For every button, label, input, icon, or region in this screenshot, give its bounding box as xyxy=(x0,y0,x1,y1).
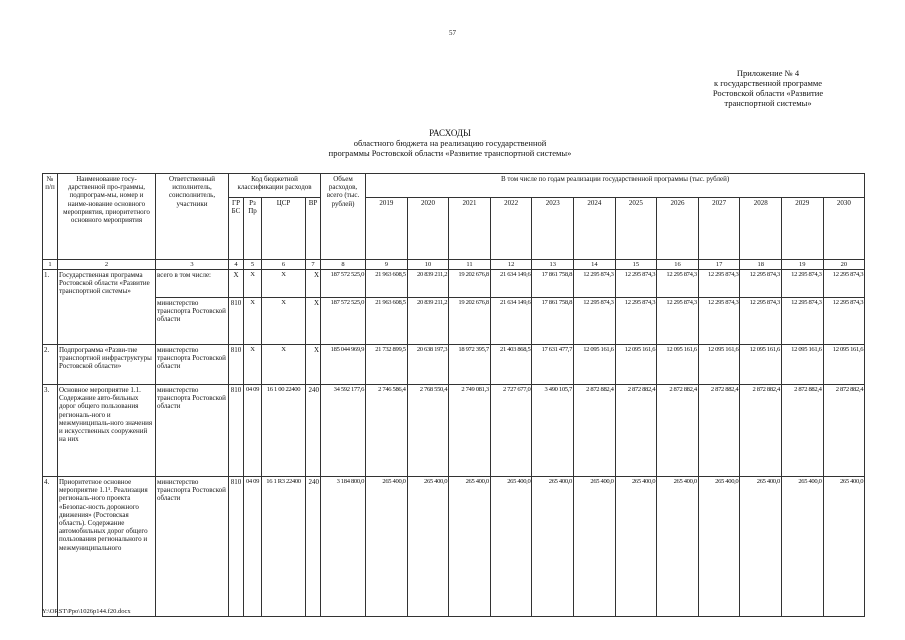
row-year-value: 12 095 161,6 xyxy=(823,345,865,385)
row-year-value: 265 400,0 xyxy=(657,477,699,617)
row-year-value: 12 295 874,3 xyxy=(574,270,616,298)
header-vr: ВР xyxy=(306,198,321,260)
title-line: областного бюджета на реализацию государственной xyxy=(353,138,547,148)
row-year-value: 2 746 586,4 xyxy=(366,385,408,477)
column-number: 20 xyxy=(823,260,865,270)
row-executor: министерство транспорта Ростовской области xyxy=(156,345,229,385)
row-year-value: 3 490 105,7 xyxy=(532,385,574,477)
table-row xyxy=(43,477,865,617)
row-vr: 240 xyxy=(306,477,321,617)
header-name: Наименование госу-дарственной про-граммы, подпрограм-мы, номер и наиме-нование основного мероприятия, приоритетного основного мероприятия xyxy=(58,174,156,260)
row-year-value: 2 727 677,0 xyxy=(490,385,532,477)
row-year-value: 12 295 874,3 xyxy=(657,270,699,298)
column-number: 10 xyxy=(407,260,449,270)
header-year-2023: 2023 xyxy=(532,198,574,260)
row-year-value: 265 400,0 xyxy=(490,477,532,617)
header-years-group: В том числе по годам реализации государственной программы (тыс. рублей) xyxy=(366,174,865,198)
appendix-line: Приложение № 4 xyxy=(736,68,800,78)
row-total: 187 572 525,0 xyxy=(321,298,366,345)
row-number: 2. xyxy=(43,345,58,385)
row-year-value: 265 400,0 xyxy=(407,477,449,617)
row-year-value: 20 839 211,2 xyxy=(407,270,449,298)
row-year-value: 2 872 882,4 xyxy=(574,385,616,477)
appendix-line: Ростовской области «Развитие xyxy=(712,88,824,98)
row-name: Приоритетное основное мероприятие 1.1¹. Реализация региональ-ного проекта «Безопас-ность дорожного движения» (Ростовская область). Содержание автомобильных дорог общего пользования регионального и межмуниципального xyxy=(58,477,156,617)
row-csr: Х xyxy=(262,270,306,298)
row-total: 34 592 177,6 xyxy=(321,385,366,477)
table-row xyxy=(43,298,865,345)
row-year-value: 265 400,0 xyxy=(574,477,616,617)
row-csr: 16 1 00 22400 xyxy=(262,385,306,477)
row-year-value: 2 749 081,3 xyxy=(449,385,491,477)
appendix-line: транспортной системы» xyxy=(724,98,812,108)
row-year-value: 12 095 161,6 xyxy=(740,345,782,385)
header-year-2021: 2021 xyxy=(449,198,491,260)
row-vr: Х xyxy=(306,298,321,345)
row-vr: Х xyxy=(306,270,321,298)
row-grbs: 810 xyxy=(229,345,244,385)
column-number: 15 xyxy=(615,260,657,270)
row-year-value: 265 400,0 xyxy=(740,477,782,617)
header-csr: ЦСР xyxy=(262,198,306,260)
row-vr: 240 xyxy=(306,385,321,477)
row-year-value: 12 295 874,3 xyxy=(823,270,865,298)
row-year-value: 2 872 882,4 xyxy=(781,385,823,477)
table-row xyxy=(43,345,865,385)
table-row xyxy=(43,385,865,477)
header-executor: Ответственный исполнитель, соисполнитель, участники xyxy=(156,174,229,260)
row-year-value: 21 963 608,5 xyxy=(366,270,408,298)
appendix-line: к государственной программе xyxy=(713,78,823,88)
row-year-value: 2 872 882,4 xyxy=(615,385,657,477)
row-year-value: 20 638 197,3 xyxy=(407,345,449,385)
row-year-value: 265 400,0 xyxy=(366,477,408,617)
column-number: 14 xyxy=(574,260,616,270)
header-year-2030: 2030 xyxy=(823,198,865,260)
row-year-value: 12 295 874,3 xyxy=(740,270,782,298)
row-year-value: 12 295 874,3 xyxy=(823,298,865,345)
row-year-value: 18 972 395,7 xyxy=(449,345,491,385)
row-year-value: 12 295 874,3 xyxy=(615,270,657,298)
row-year-value: 21 963 608,5 xyxy=(366,298,408,345)
column-number: 2 xyxy=(58,260,156,270)
row-year-value: 21 732 899,5 xyxy=(366,345,408,385)
row-year-value: 265 400,0 xyxy=(532,477,574,617)
header-year-2029: 2029 xyxy=(781,198,823,260)
header-num: № п/п xyxy=(43,174,58,260)
column-number: 18 xyxy=(740,260,782,270)
column-number: 7 xyxy=(306,260,321,270)
table-row xyxy=(43,270,865,298)
row-total: 185 044 969,9 xyxy=(321,345,366,385)
row-rzpr: 04 09 xyxy=(244,385,262,477)
row-year-value: 12 295 874,3 xyxy=(781,270,823,298)
row-year-value: 12 095 161,6 xyxy=(657,345,699,385)
row-csr: 16 1 R3 22400 xyxy=(262,477,306,617)
row-name: Подпрограмма «Разви-тие транспортной инфраструктуры Ростовской области» xyxy=(58,345,156,385)
column-number: 11 xyxy=(449,260,491,270)
column-number: 5 xyxy=(244,260,262,270)
row-year-value: 12 095 161,6 xyxy=(615,345,657,385)
row-year-value: 17 861 758,8 xyxy=(532,270,574,298)
expenses-table xyxy=(42,173,865,617)
title-main: РАСХОДЫ xyxy=(429,128,471,138)
row-rzpr: Х xyxy=(244,345,262,385)
page-number: 57 xyxy=(449,29,456,37)
row-executor: министерство транспорта Ростовской области xyxy=(156,477,229,617)
header-year-2024: 2024 xyxy=(574,198,616,260)
row-year-value: 265 400,0 xyxy=(698,477,740,617)
row-year-value: 2 872 882,4 xyxy=(823,385,865,477)
row-rzpr: Х xyxy=(244,298,262,345)
row-year-value: 19 202 676,8 xyxy=(449,270,491,298)
row-year-value: 21 403 868,5 xyxy=(490,345,532,385)
column-number: 19 xyxy=(781,260,823,270)
header-year-2027: 2027 xyxy=(698,198,740,260)
row-year-value: 12 295 874,3 xyxy=(615,298,657,345)
row-number: 1. xyxy=(43,270,58,345)
row-year-value: 21 634 149,6 xyxy=(490,270,532,298)
column-number: 4 xyxy=(229,260,244,270)
row-year-value: 20 839 211,2 xyxy=(407,298,449,345)
row-total: 187 572 525,0 xyxy=(321,270,366,298)
header-year-2020: 2020 xyxy=(407,198,449,260)
column-number: 8 xyxy=(321,260,366,270)
header-grbs: ГР БС xyxy=(229,198,244,260)
row-year-value: 12 295 874,3 xyxy=(657,298,699,345)
file-path-footer: Y:\ORST\Ppo\1026p144.f20.docx xyxy=(42,608,131,615)
column-number: 16 xyxy=(657,260,699,270)
row-year-value: 12 295 874,3 xyxy=(698,298,740,345)
row-csr: Х xyxy=(262,298,306,345)
row-total: 3 184 800,0 xyxy=(321,477,366,617)
row-year-value: 2 872 882,4 xyxy=(740,385,782,477)
row-year-value: 12 295 874,3 xyxy=(740,298,782,345)
row-year-value: 265 400,0 xyxy=(615,477,657,617)
row-year-value: 17 631 477,7 xyxy=(532,345,574,385)
row-year-value: 12 295 874,3 xyxy=(698,270,740,298)
header-year-2022: 2022 xyxy=(490,198,532,260)
row-year-value: 265 400,0 xyxy=(781,477,823,617)
row-grbs: Х xyxy=(229,270,244,298)
row-name: Основное мероприятие 1.1. Содержание авто-бильных дорог общего пользования региональ-ного и межмуниципаль-ного значения и искусственных сооружений на них xyxy=(58,385,156,477)
row-year-value: 2 768 550,4 xyxy=(407,385,449,477)
row-number: 3. xyxy=(43,385,58,477)
title-line: программы Ростовской области «Развитие транспортной системы» xyxy=(328,148,572,158)
column-number: 3 xyxy=(156,260,229,270)
row-number: 4. xyxy=(43,477,58,617)
header-volume: Объем расходов, всего (тыс. рублей) xyxy=(321,174,366,260)
header-rzpr: Рз Пр xyxy=(244,198,262,260)
row-year-value: 265 400,0 xyxy=(449,477,491,617)
row-year-value: 2 872 882,4 xyxy=(698,385,740,477)
row-name: Государственная программа Ростовской области «Развитие транспортной системы» xyxy=(58,270,156,345)
row-year-value: 12 295 874,3 xyxy=(781,298,823,345)
row-year-value: 21 634 149,6 xyxy=(490,298,532,345)
column-number: 12 xyxy=(490,260,532,270)
row-grbs: 810 xyxy=(229,385,244,477)
header-code-group: Код бюджетной классификации расходов xyxy=(229,174,321,198)
header-year-2028: 2028 xyxy=(740,198,782,260)
row-executor: министерство транспорта Ростовской области xyxy=(156,298,229,345)
header-year-2025: 2025 xyxy=(615,198,657,260)
row-executor: министерство транспорта Ростовской области xyxy=(156,385,229,477)
row-grbs: 810 xyxy=(229,298,244,345)
column-number: 1 xyxy=(43,260,58,270)
row-year-value: 17 861 758,8 xyxy=(532,298,574,345)
header-year-2019: 2019 xyxy=(366,198,408,260)
column-number: 6 xyxy=(262,260,306,270)
column-number: 9 xyxy=(366,260,408,270)
row-year-value: 265 400,0 xyxy=(823,477,865,617)
row-year-value: 2 872 882,4 xyxy=(657,385,699,477)
row-executor: всего в том числе: xyxy=(156,270,229,298)
column-number: 13 xyxy=(532,260,574,270)
appendix-heading xyxy=(693,68,843,108)
row-rzpr: 04 09 xyxy=(244,477,262,617)
header-year-2026: 2026 xyxy=(657,198,699,260)
row-year-value: 12 295 874,3 xyxy=(574,298,616,345)
row-year-value: 12 095 161,6 xyxy=(698,345,740,385)
row-year-value: 12 095 161,6 xyxy=(781,345,823,385)
row-grbs: 810 xyxy=(229,477,244,617)
row-vr: Х xyxy=(306,345,321,385)
row-csr: Х xyxy=(262,345,306,385)
row-year-value: 12 095 161,6 xyxy=(574,345,616,385)
document-title xyxy=(250,128,650,158)
row-year-value: 19 202 676,8 xyxy=(449,298,491,345)
row-rzpr: Х xyxy=(244,270,262,298)
column-number: 17 xyxy=(698,260,740,270)
